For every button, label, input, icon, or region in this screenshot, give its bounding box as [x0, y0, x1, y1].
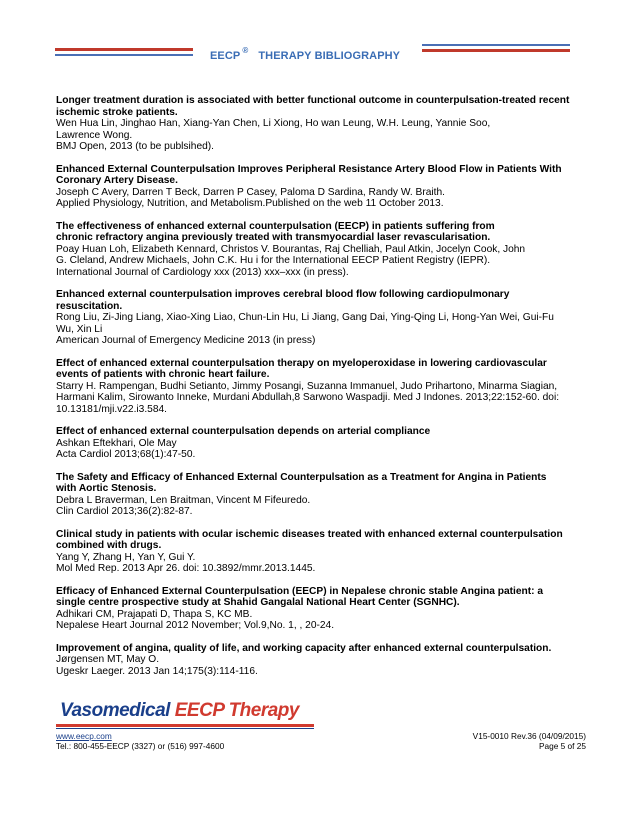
entry-citation-line: Nepalese Heart Journal 2012 November; Vol.9,No. 1, , 20-24.	[56, 620, 335, 631]
entry-citation-line: Clin Cardiol 2013;36(2):82-87.	[56, 506, 193, 517]
entry-citation-line: Applied Physiology, Nutrition, and Metabolism.Published on the web 11 October 2013.	[56, 198, 444, 209]
vasomedical-logo	[56, 700, 316, 728]
entry-authors-line: Wu, Xin Li	[56, 323, 103, 335]
bibliography-entry	[56, 586, 586, 632]
entry-title-line: Improvement of angina, quality of life, and working capacity after enhanced external counterpulsation.	[56, 642, 552, 654]
entry-title-line: The Safety and Efficacy of Enhanced External Counterpulsation as a Treatment for Angina in Patients	[56, 471, 547, 483]
entry-title-line: Coronary Artery Disease.	[56, 175, 178, 186]
header-title-text: THERAPY BIBLIOGRAPHY	[258, 50, 401, 62]
entry-authors-line: Lawrence Wong.	[56, 129, 133, 141]
registered-mark: ®	[242, 46, 249, 55]
entry-title-line: single centre prospective study at Shahid Gangalal National Heart Center (SGNHC).	[56, 597, 460, 608]
entry-citation-line: 10.13181/mji.v22.i3.584.	[56, 403, 168, 415]
entry-authors-line: Jørgensen MT, May O.	[56, 654, 160, 665]
entry-citation-line: International Journal of Cardiology xxx (2013) xxx–xxx (in press).	[56, 266, 349, 278]
entry-title-line: combined with drugs.	[56, 540, 162, 551]
entry-title-line: Effect of enhanced external counterpulsation depends on arterial compliance	[56, 426, 431, 437]
bibliography-entry	[56, 289, 586, 347]
bibliography-entry	[56, 426, 586, 461]
bibliography-entry	[56, 643, 586, 678]
bibliography-entry	[56, 221, 586, 279]
bibliography-entry	[56, 358, 586, 416]
entry-title-line: with Aortic Stenosis.	[56, 483, 157, 494]
entry-citation-line: American Journal of Emergency Medicine 2013 (in press)	[56, 335, 316, 346]
header-rule-left-blue	[55, 54, 193, 56]
entry-title-line: Clinical study in patients with ocular ischemic diseases treated with enhanced external counterpulsation	[56, 528, 563, 540]
logo-text-vasomedical: Vasomedical	[60, 700, 170, 721]
entry-title-line: Enhanced External Counterpulsation Improves Peripheral Resistance Artery Blood Flow in Patients With	[56, 163, 562, 175]
entry-title-line: The effectiveness of enhanced external counterpulsation (EECP) in patients suffering from	[56, 220, 495, 232]
bibliography-entry	[56, 529, 586, 575]
header-rule-right-red	[422, 49, 570, 52]
entry-citation-line: BMJ Open, 2013 (to be publsihed).	[56, 141, 215, 152]
entry-authors-line: Starry H. Rampengan, Budhi Setianto, Jimmy Posangi, Suzanna Immanuel, Judo Prihartono, Minarma Siagian,	[56, 380, 558, 392]
bibliography-list	[56, 95, 586, 688]
entry-authors-line: Yang Y, Zhang H, Yan Y, Gui Y.	[56, 551, 196, 563]
header-brand: EECP	[210, 50, 241, 62]
entry-title-line: ischemic stroke patients.	[56, 106, 178, 118]
document-version: V15-0010 Rev.36 (04/09/2015)	[472, 731, 586, 741]
page-footer	[56, 731, 586, 751]
bibliography-entry	[56, 95, 586, 153]
page-number: Page 5 of 25	[538, 741, 586, 751]
entry-citation-line: Ugeskr Laeger. 2013 Jan 14;175(3):114-116.	[56, 665, 258, 677]
entry-title-line: Effect of enhanced external counterpulsation therapy on myeloperoxidase in lowering cardiovascular	[56, 357, 547, 369]
entry-title-line: chronic refractory angina previously treated with transmyocardial laser revascularisation.	[56, 232, 491, 243]
entry-authors-line: G. Cleland, Andrew Michaels, John C.K. Hu i for the International EECP Patient Registry (IEPR).	[56, 255, 491, 266]
bibliography-entry	[56, 472, 586, 518]
entry-citation-line: Mol Med Rep. 2013 Apr 26. doi: 10.3892/mmr.2013.1445.	[56, 563, 316, 574]
header-rule-left-red	[55, 48, 193, 51]
entry-authors-line: Poay Huan Loh, Elizabeth Kennard, Christos V. Bourantas, Raj Chelliah, Paul Atkin, Jocelyn Cook, John	[56, 243, 526, 255]
website-link[interactable]: www.eecp.com	[56, 731, 112, 741]
entry-title-line: Enhanced external counterpulsation improves cerebral blood flow following cardiopulmonary	[56, 289, 510, 300]
entry-citation-line: Acta Cardiol 2013;68(1):47-50.	[56, 449, 196, 460]
bibliography-entry	[56, 164, 586, 210]
entry-title-line: events of patients with chronic heart failure.	[56, 369, 270, 380]
entry-authors-line: Rong Liu, Zi-Jing Liang, Xiao-Xing Liao, Chun-Lin Hu, Li Jiang, Gang Dai, Ying-Qing Li, Hong-Yan Wei, Gui-Fu	[56, 312, 554, 323]
entry-authors-line: Wen Hua Lin, Jinghao Han, Xiang-Yan Chen, Li Xiong, Ho wan Leung, W.H. Leung, Yannie Soo,	[56, 118, 491, 129]
entry-title-line: resuscitation.	[56, 300, 123, 312]
entry-title-line: Efficacy of Enhanced External Counterpulsation (EECP) in Nepalese chronic stable Angina patient: a	[56, 585, 544, 597]
entry-authors-line: Joseph C Avery, Darren T Beck, Darren P Casey, Paloma D Sardina, Randy W. Braith.	[56, 186, 445, 198]
header-rule-right-blue	[422, 44, 570, 46]
entry-authors-line: Harmani Kalim, Sirowanto Inneke, Murdani Abdullah,8 Sarwono Waspadji. Med J Indones. 2013;22:152-60. doi:	[56, 392, 560, 403]
header-title	[210, 46, 400, 62]
contact-phone: Tel.: 800-455-EECP (3327) or (516) 997-4600	[56, 741, 225, 751]
entry-authors-line: Adhikari CM, Prajapati D, Thapa S, KC MB.	[56, 608, 253, 620]
entry-title-line: Longer treatment duration is associated with better functional outcome in counterpulsation-treated recent	[56, 95, 570, 106]
entry-authors-line: Debra L Braverman, Len Braitman, Vincent M Fifeuredo.	[56, 494, 311, 506]
logo-text-eecp-therapy: EECP Therapy	[174, 700, 299, 721]
page-header	[0, 38, 638, 68]
logo-underline-blue	[56, 728, 314, 729]
logo-underline-red	[56, 724, 314, 727]
entry-authors-line: Ashkan Eftekhari, Ole May	[56, 437, 177, 449]
